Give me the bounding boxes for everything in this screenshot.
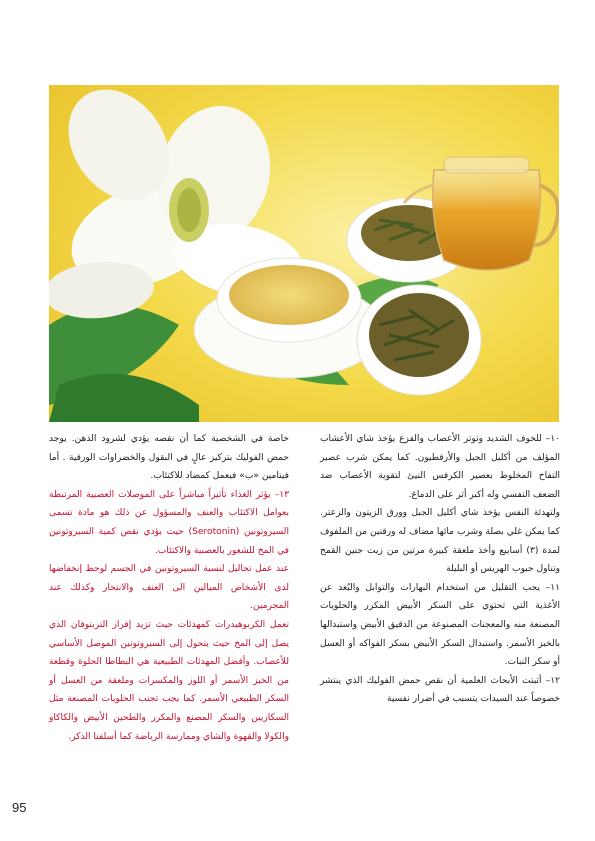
tea-magnolia-photo (49, 85, 559, 422)
paragraph: ١٠– للخوف الشديد وتوتر الأعصاب والفزع يؤخذ شاي الأعشاب المؤلف من أكليل الجبل والأرقطيون. كما يمكن شرب عصير التفاح المخلوط بعصير الكرفس النيئ لتقوية الأعصاب ضد الضعف النفسي وله أكبر أثر على الدماغ. (320, 434, 560, 500)
paragraph: ١١– يجب التقليل من استخدام البهارات والتوابل والبُعد عن الأغذية التي تحتوي على السكر الأبيض المكرر والحلويات المصنعة منه والمعجنات المصنوعة من الدقيق الأبيض واستبدالها بالخبز الأسمر. واستبدال السكر الأبيض بسكر الفواكه أو العسل أو سكر النبات. (320, 582, 560, 668)
paragraph-highlight: ١٣– يؤثر الغذاء تأثيراً مباشراً على الموصلات العصبية المرتبطة بعوامل الاكتئاب والعنف والمسؤول عن ذلك هو مادة تسمى السيروتونين (Serotonin) حيث يؤدي نقص كمية السيروتونين في المخ للشعور بالعصبية والاكتئاب. (49, 489, 289, 556)
paragraph: ولتهدئة النفس يؤخذ شاي أكليل الجبل وورق الزيتون والزعتر. كما يمكن غلي بصلة وشرب مائها مضاف له ورقتين من الملفوف لمدة (٣) أسابيع وأخذ ملعقة كبيرة مرتين من زيت جنين القمح وتناول حبوب الهريس أو البليلة (320, 508, 560, 575)
paragraph: خاصة في الشخصية كما أن نقصه يؤدي لشرود الذهن. يوجد حمض الفوليك بتركيز عالٍ في البقول والخضراوات الورقية . أما فيتامين «ب» فيعمل كمضاد للاكتئاب. (49, 434, 289, 482)
photo-illustration (49, 85, 559, 422)
left-text-column (49, 430, 289, 746)
paragraph-highlight: تعمل الكربوهيدرات كمهدئات حيث تزيد إفراز التربتوفان الذي يصل إلى المخ حيث يتحول إلى السيروتونين الموصل الأساسي للأعصاب. وأفضل المهدئات الطبيعية هي البطاطا الحلوة وقطعة من الخبز الأسمر أو اللوز والمكسرات وملعقة من العسل أو السكر الطبيعي الأسمر. كما يجب تجنب الحلويات المصنعة مثل السكاريين والسكر المصنع والمكرر والطحين الأبيض والكاكاو والكولا والقهوة والشاي وممارسة الرياضة كما أسلفنا الذكر. (49, 619, 289, 742)
page-number: 95 (12, 800, 27, 815)
paragraph: ١٢– أثبتت الأبحاث العلمية أن نقص حمض الفوليك الذي ينتشر خصوصاً عند السيدات يتسبب في أضرار نفسية (320, 675, 560, 705)
right-text-column (320, 430, 560, 709)
paragraph-highlight: عند عمل تحاليل لنسبة السيروتونين في الجسم لوحظ إنخفاضها لدى الأشخاص الميالين الى العنف والانتحار وكذلك عند المجرمين. (49, 564, 289, 612)
